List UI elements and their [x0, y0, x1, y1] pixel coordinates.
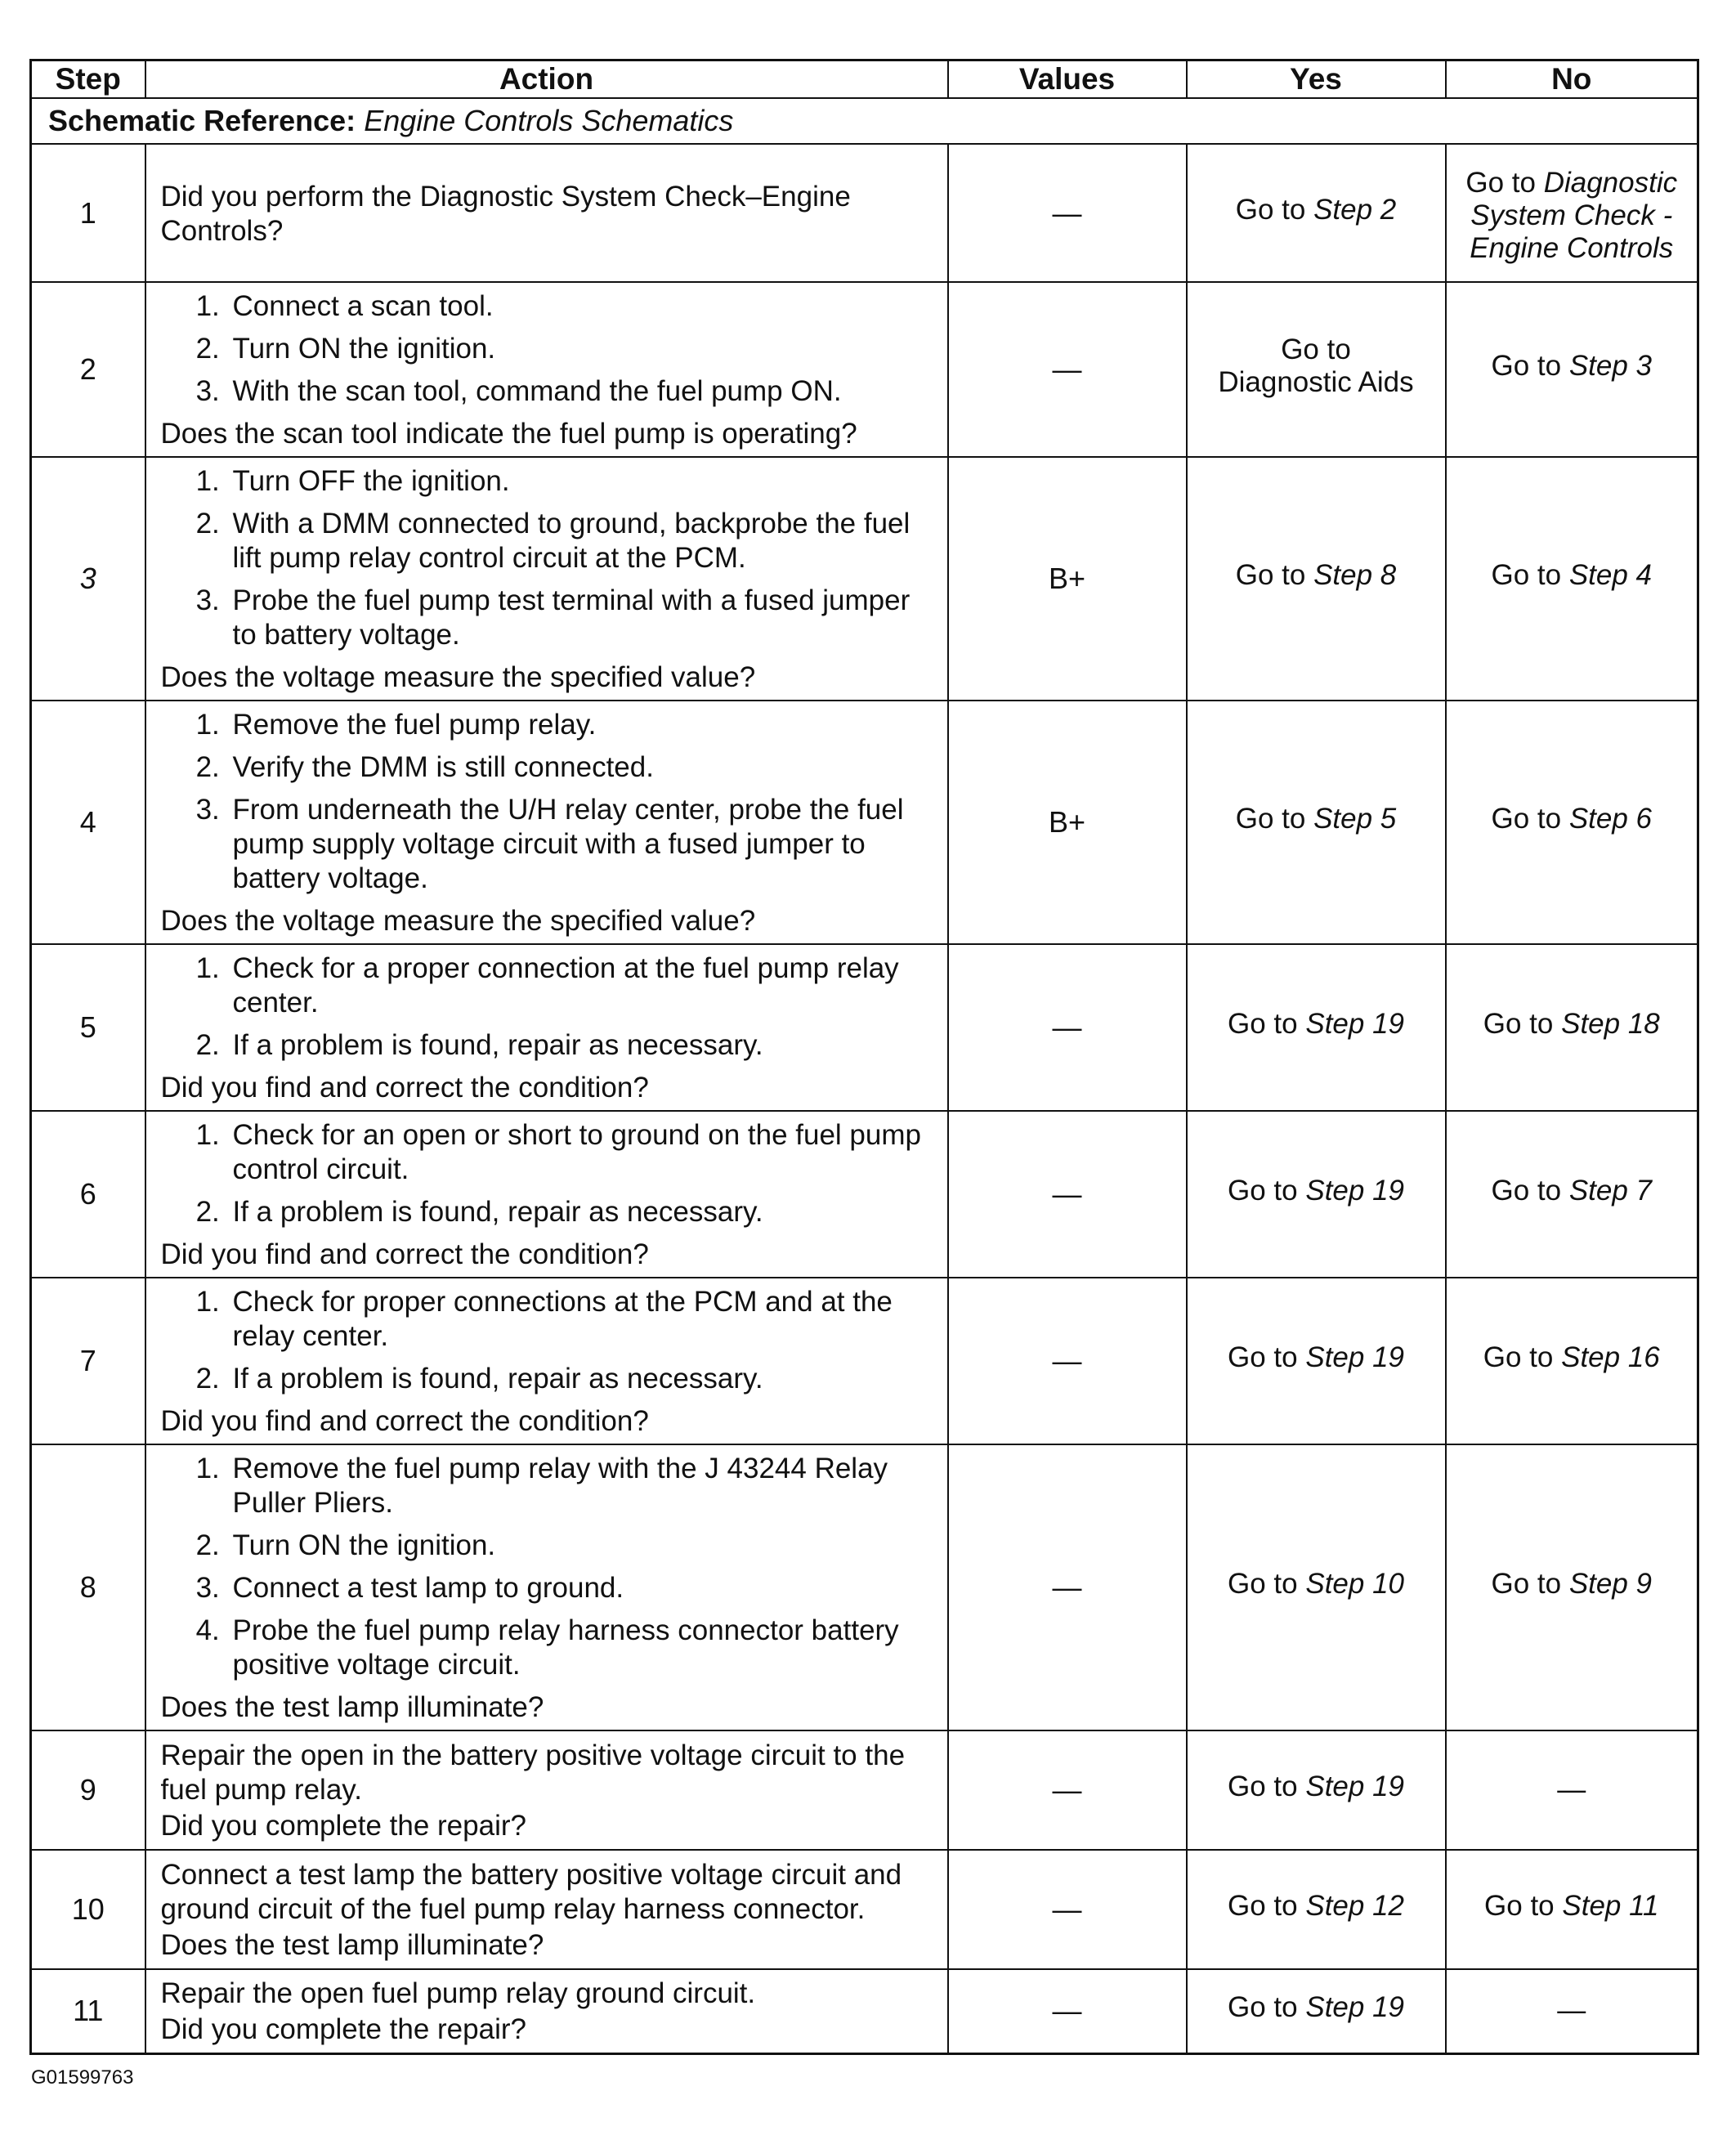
step-number: 2 — [31, 282, 145, 457]
action-question: Did you complete the repair? — [160, 2013, 526, 2046]
yes-cell — [1187, 701, 1446, 944]
yes-cell — [1187, 944, 1446, 1111]
no-goto-link[interactable]: Step 18 — [1561, 1008, 1660, 1040]
no-cell — [1446, 944, 1698, 1111]
value-cell: — — [948, 1278, 1187, 1444]
action-cell — [145, 1278, 948, 1444]
yes-goto-link[interactable]: Step 19 — [1305, 1991, 1404, 2024]
no-goto-link[interactable]: Step 6 — [1568, 803, 1653, 835]
step-number: 10 — [31, 1850, 145, 1969]
substep-item: 3. Connect a test lamp to ground. — [228, 1571, 937, 1605]
yes-goto-prefix: Go to — [1228, 1771, 1298, 1802]
header-yes: Yes — [1187, 60, 1446, 99]
no-cell — [1446, 1111, 1698, 1278]
yes-goto-prefix: Go to — [1228, 1175, 1298, 1207]
no-dash: — — [1557, 1774, 1586, 1806]
no-goto-link[interactable]: Step 16 — [1561, 1341, 1660, 1373]
substep-list — [161, 464, 937, 652]
action-question: Did you find and correct the condition? — [160, 1238, 649, 1270]
no-goto-prefix: Go to — [1491, 803, 1562, 835]
no-cell — [1446, 457, 1698, 701]
value-cell: — — [948, 144, 1187, 282]
no-cell — [1446, 701, 1698, 944]
substep-item: 2. Turn ON the ignition. — [228, 332, 937, 366]
substep-item: 1. Check for an open or short to ground on the fuel pump control circuit. — [228, 1118, 937, 1187]
yes-goto-link[interactable]: Step 19 — [1305, 1771, 1404, 1802]
action-question: Does the voltage measure the specified value? — [160, 661, 756, 693]
no-cell — [1446, 282, 1698, 457]
action-cell — [145, 282, 948, 457]
step-number: 11 — [31, 1969, 145, 2053]
no-goto-link[interactable]: Diagnostic System Check - Engine Controls — [1470, 166, 1678, 264]
figure-id: G01599763 — [31, 2066, 134, 2089]
schematic-reference-label: Schematic Reference: — [48, 104, 356, 137]
no-goto-link[interactable]: Step 9 — [1568, 1568, 1653, 1600]
yes-goto-prefix: Go to — [1228, 1568, 1298, 1600]
no-goto-link[interactable]: Step 11 — [1562, 1890, 1659, 1922]
action-cell — [145, 1969, 948, 2053]
header-no: No — [1446, 60, 1698, 99]
action-question: Did you find and correct the condition? — [160, 1405, 649, 1437]
yes-goto-prefix: Go to — [1228, 1991, 1298, 2024]
substep-item: 1. Turn OFF the ignition. — [228, 464, 937, 499]
yes-goto-link[interactable]: Step 12 — [1305, 1890, 1404, 1922]
step-number: 6 — [31, 1111, 145, 1278]
yes-cell — [1187, 282, 1446, 457]
action-text: Did you perform the Diagnostic System Check–Engine Controls? — [160, 180, 851, 247]
no-goto-link[interactable]: Step 3 — [1568, 350, 1653, 382]
header-values: Values — [948, 60, 1187, 99]
no-dash: — — [1557, 1995, 1586, 2027]
step-number: 1 — [31, 144, 145, 282]
value-cell: — — [948, 1969, 1187, 2053]
no-goto-prefix: Go to — [1491, 350, 1562, 382]
yes-goto-link[interactable]: Step 8 — [1313, 559, 1397, 591]
yes-goto-prefix: Go to — [1228, 1341, 1298, 1373]
table-body — [31, 98, 1698, 2053]
substep-list — [161, 1285, 937, 1396]
value-cell: B+ — [948, 701, 1187, 944]
step-number: 3 — [31, 457, 145, 701]
action-question: Did you find and correct the condition? — [160, 1072, 649, 1104]
yes-goto-prefix: Go to — [1228, 1890, 1298, 1922]
value-cell: — — [948, 1730, 1187, 1850]
no-goto-link[interactable]: Step 4 — [1568, 559, 1653, 591]
substep-item: 3. With the scan tool, command the fuel pump ON. — [228, 374, 937, 409]
action-question: Does the test lamp illuminate? — [160, 1929, 544, 1961]
action-text: Connect a test lamp the battery positive voltage circuit and ground circuit of the fuel pump relay harness connector. — [160, 1859, 902, 1925]
step-number: 8 — [31, 1444, 145, 1730]
value-cell: B+ — [948, 457, 1187, 701]
header-step: Step — [31, 60, 145, 99]
yes-cell — [1187, 1278, 1446, 1444]
substep-item: 1. Remove the fuel pump relay with the J 43244 Relay Puller Pliers. — [228, 1452, 937, 1520]
substep-item: 2. With a DMM connected to ground, backprobe the fuel lift pump relay control circuit at the PCM. — [228, 507, 937, 575]
substep-list — [161, 289, 937, 409]
value-cell: — — [948, 1444, 1187, 1730]
header-action: Action — [145, 60, 948, 99]
substep-item: 2. Verify the DMM is still connected. — [228, 750, 937, 785]
action-text: Repair the open fuel pump relay ground circuit. — [160, 1977, 756, 2010]
yes-cell — [1187, 1111, 1446, 1278]
table-row — [31, 1278, 1698, 1444]
no-goto-prefix: Go to — [1491, 1568, 1562, 1600]
no-cell — [1446, 1850, 1698, 1969]
table-row — [31, 1969, 1698, 2053]
action-question: Did you complete the repair? — [160, 1810, 526, 1842]
schematic-reference — [31, 98, 1698, 144]
substep-item: 2. If a problem is found, repair as necessary. — [228, 1028, 937, 1063]
step-number: 5 — [31, 944, 145, 1111]
yes-goto-prefix: Go to — [1235, 193, 1306, 226]
step-number: 4 — [31, 701, 145, 944]
table-row — [31, 282, 1698, 457]
substep-item: 3. Probe the fuel pump test terminal with a fused jumper to battery voltage. — [228, 584, 937, 652]
table-row — [31, 457, 1698, 701]
action-cell — [145, 1444, 948, 1730]
yes-goto-prefix: Go to — [1235, 803, 1306, 835]
schematic-reference-link[interactable]: Engine Controls Schematics — [364, 104, 734, 137]
action-text: Repair the open in the battery positive voltage circuit to the fuel pump relay. — [160, 1739, 906, 1806]
substep-item: 2. If a problem is found, repair as necessary. — [228, 1195, 937, 1229]
yes-goto-prefix: Go to — [1281, 334, 1351, 365]
schematic-reference-row — [31, 98, 1698, 144]
no-cell — [1446, 1730, 1698, 1850]
value-cell: — — [948, 282, 1187, 457]
table-row — [31, 944, 1698, 1111]
yes-cell — [1187, 144, 1446, 282]
substep-item: 2. Turn ON the ignition. — [228, 1529, 937, 1563]
yes-goto-link[interactable]: Diagnostic Aids — [1218, 366, 1414, 398]
diagnostic-table — [29, 59, 1699, 2055]
substep-item: 2. If a problem is found, repair as necessary. — [228, 1362, 937, 1396]
no-goto-link[interactable]: Step 7 — [1568, 1175, 1653, 1207]
action-cell — [145, 701, 948, 944]
yes-cell — [1187, 1850, 1446, 1969]
substep-item: 1. Remove the fuel pump relay. — [228, 708, 937, 742]
substep-list — [161, 1118, 937, 1229]
action-cell — [145, 1111, 948, 1278]
yes-cell — [1187, 1444, 1446, 1730]
action-cell — [145, 1730, 948, 1850]
substep-item: 1. Check for a proper connection at the fuel pump relay center. — [228, 951, 937, 1020]
table-row — [31, 144, 1698, 282]
no-goto-prefix: Go to — [1465, 166, 1536, 199]
no-cell — [1446, 1444, 1698, 1730]
yes-goto-link[interactable]: Step 19 — [1305, 1008, 1404, 1040]
no-goto-prefix: Go to — [1483, 1008, 1554, 1040]
action-question: Does the scan tool indicate the fuel pump is operating? — [160, 418, 857, 450]
action-question: Does the voltage measure the specified value? — [160, 905, 756, 937]
table-row — [31, 1444, 1698, 1730]
substep-list — [161, 951, 937, 1063]
no-goto-prefix: Go to — [1483, 1341, 1554, 1373]
yes-goto-prefix: Go to — [1228, 1008, 1298, 1040]
yes-goto-link[interactable]: Step 19 — [1305, 1341, 1404, 1373]
action-cell — [145, 944, 948, 1111]
no-cell — [1446, 1278, 1698, 1444]
substep-list — [161, 1452, 937, 1682]
action-cell — [145, 457, 948, 701]
step-number: 7 — [31, 1278, 145, 1444]
step-number: 9 — [31, 1730, 145, 1850]
value-cell: — — [948, 944, 1187, 1111]
substep-item: 3. From underneath the U/H relay center, probe the fuel pump supply voltage circuit with a fused jumper to battery voltage. — [228, 793, 937, 896]
no-goto-prefix: Go to — [1491, 559, 1562, 591]
action-cell — [145, 144, 948, 282]
yes-goto-link[interactable]: Step 5 — [1313, 803, 1397, 835]
yes-cell — [1187, 1969, 1446, 2053]
table-row — [31, 1850, 1698, 1969]
yes-cell — [1187, 1730, 1446, 1850]
value-cell: — — [948, 1111, 1187, 1278]
yes-goto-link[interactable]: Step 19 — [1305, 1175, 1404, 1207]
yes-goto-prefix: Go to — [1235, 559, 1306, 591]
header-row — [31, 60, 1698, 99]
no-goto-prefix: Go to — [1491, 1175, 1562, 1207]
substep-list — [161, 708, 937, 896]
no-cell — [1446, 1969, 1698, 2053]
action-cell — [145, 1850, 948, 1969]
substep-item: 1. Connect a scan tool. — [228, 289, 937, 324]
substep-item: 1. Check for proper connections at the PCM and at the relay center. — [228, 1285, 937, 1354]
yes-goto-link[interactable]: Step 10 — [1305, 1568, 1404, 1600]
table-row — [31, 1111, 1698, 1278]
table-row — [31, 701, 1698, 944]
no-goto-prefix: Go to — [1484, 1890, 1555, 1922]
table-row — [31, 1730, 1698, 1850]
no-cell — [1446, 144, 1698, 282]
value-cell: — — [948, 1850, 1187, 1969]
yes-cell — [1187, 457, 1446, 701]
action-question: Does the test lamp illuminate? — [160, 1691, 544, 1723]
yes-goto-link[interactable]: Step 2 — [1313, 193, 1397, 226]
substep-item: 4. Probe the fuel pump relay harness connector battery positive voltage circuit. — [228, 1614, 937, 1682]
